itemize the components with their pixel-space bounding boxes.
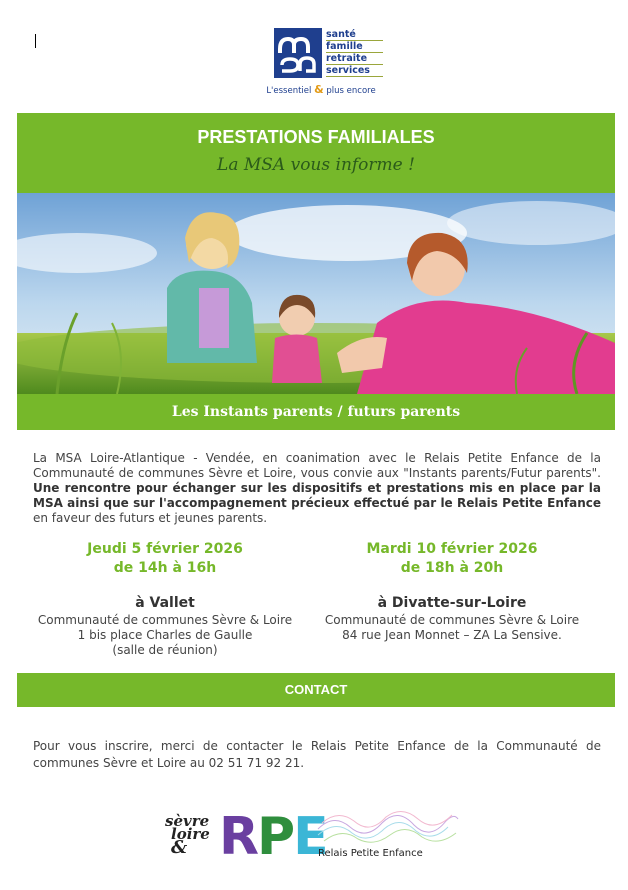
banner-title: PRESTATIONS FAMILIALES [197,127,435,147]
text-cursor [35,34,36,48]
intro-text-1: La MSA Loire-Atlantique - Vendée, en coanimation avec le Relais Petite Enfance de la Communauté de communes Sèvre et Loire, vous convie aux "Instants parents/Futur parents". [33,451,601,480]
event-date: Mardi 10 février 2026 [366,541,538,557]
logo-line-services: services [326,65,383,77]
logo-line-famille: famille [326,41,383,53]
rpe-label: Relais Petite Enfance [318,848,423,859]
msa-tagline [246,83,396,96]
logo-line-retraite: retraite [326,53,383,65]
rpe-letter-p: P [257,807,294,867]
event-address-line: Communauté de communes Sèvre & Loire [324,613,580,627]
event-address-line: (salle de réunion) [112,643,218,657]
msa-logo-words [326,29,383,77]
event-time: de 18h à 20h [400,560,504,576]
event-place: à Divatte-sur-Loire [377,595,527,611]
event-time: de 14h à 16h [113,560,217,576]
tagline-text-1: L'essentiel [266,86,312,96]
banner-subtitle: La MSA vous informe ! [217,155,415,175]
sevre-loire-logo [163,812,215,858]
intro-paragraph [33,451,601,526]
contact-paragraph: Pour vous inscrire, merci de contacter le Relais Petite Enfance de la Communauté de communes Sèvre et Loire au 02 51 71 92 21. [33,739,601,770]
event-address-line: 84 rue Jean Monnet – ZA La Sensive. [342,628,562,642]
tagline-text-2: plus encore [326,86,376,96]
family-photo [17,193,615,394]
section-subtitle-bar: Les Instants parents / futurs parents [17,394,615,430]
event-address-line: Communauté de communes Sèvre & Loire [37,613,293,627]
ampersand-logo-text: & [171,837,188,858]
msa-logo [246,28,396,98]
title-banner [17,113,615,193]
rpe-letter-e: E [293,807,327,867]
event-divatte [317,540,587,643]
logo-line-sante: santé [326,29,383,41]
intro-bold-text: Une rencontre pour échanger sur les dispositifs et prestations mis en place par la MSA ainsi que sur l'accompagnement précieux effectué par le Relais Petite Enfance [33,481,601,510]
rpe-letter-r: R [219,807,258,867]
msa-logo-mark [274,28,322,78]
sevre-logo-text: sèvre [165,812,210,830]
tagline-amp: & [314,83,324,96]
loire-logo-text: loire [171,825,210,843]
rpe-logo [219,807,327,867]
intro-text-2: en faveur des futurs et jeunes parents. [33,511,268,525]
contact-heading-bar: CONTACT [17,673,615,707]
event-vallet [30,540,300,658]
event-date: Jeudi 5 février 2026 [87,541,243,557]
rpe-decoration-icon [314,809,460,845]
event-address-line: 1 bis place Charles de Gaulle [77,628,253,642]
event-place: à Vallet [135,595,195,611]
